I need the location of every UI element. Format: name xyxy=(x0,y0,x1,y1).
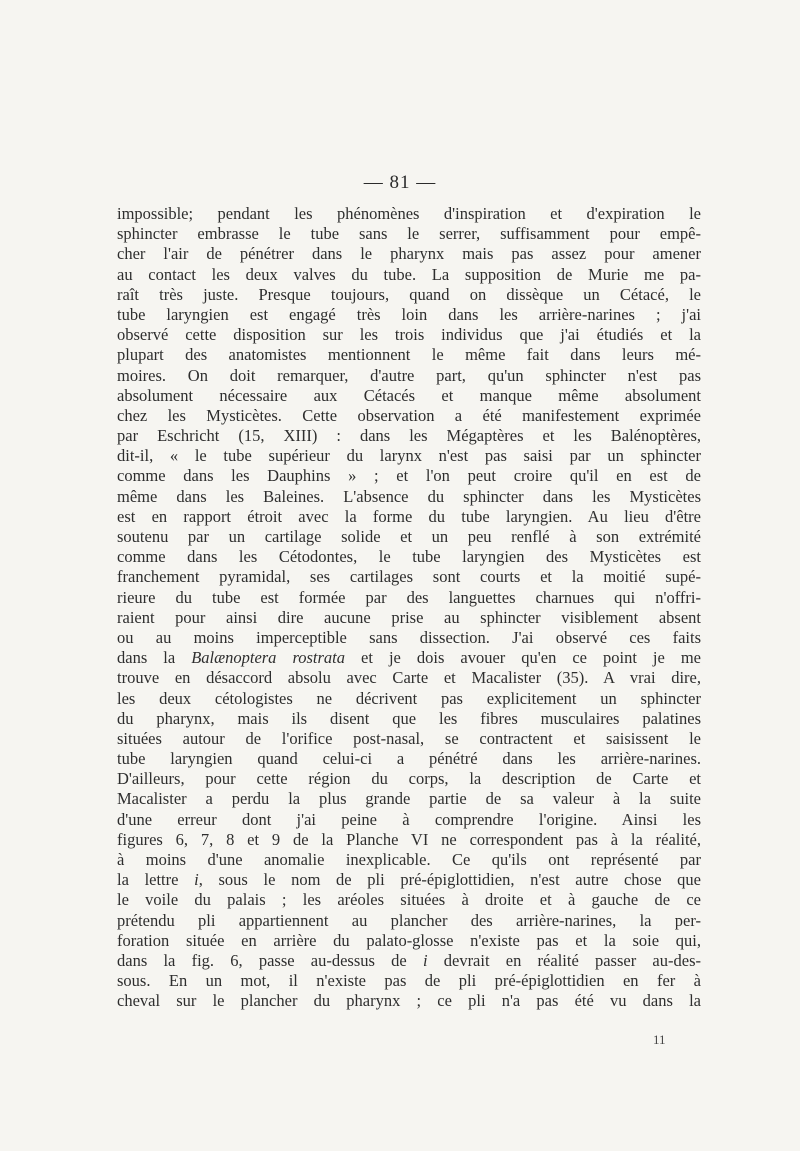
text-line: impossible; pendant les phénomènes d'inspiration et d'expiration le xyxy=(117,204,701,223)
text-line: dans la Balænoptera rostrata et je dois avouer qu'en ce point je me xyxy=(117,648,701,668)
text-line: sphincter embrasse le tube sans le serrer, suffisamment pour empê- xyxy=(117,224,701,244)
text-line: trouve en désaccord absolu avec Carte et Macalister (35). A vrai dire, xyxy=(117,668,701,688)
text-line: par Eschricht (15, XIII) : dans les Mégaptères et les Balénoptères, xyxy=(117,426,701,446)
text-line: du pharynx, mais ils disent que les fibres musculaires palatines xyxy=(117,708,701,728)
text-line: D'ailleurs, pour cette région du corps, la description de Carte et xyxy=(117,769,701,789)
text-line: situées autour de l'orifice post-nasal, se contractent et saisissent le xyxy=(117,728,701,748)
text-line: Macalister a perdu la plus grande partie de sa valeur à la suite xyxy=(117,789,701,809)
text-line: dans la fig. 6, passe au-dessus de i devrait en réalité passer au-des- xyxy=(117,950,701,970)
text-line: les deux cétologistes ne décrivent pas explicitement un sphincter xyxy=(117,688,701,708)
body-text xyxy=(117,204,701,1012)
text-line: rieure du tube est formée par des languettes charnues qui n'offri- xyxy=(117,587,701,607)
text-line: raît très juste. Presque toujours, quand on dissèque un Cétacé, le xyxy=(117,284,701,304)
text-line: à moins d'une anomalie inexplicable. Ce qu'ils ont représenté par xyxy=(117,850,701,869)
text-line: franchement pyramidal, ses cartilages sont courts et la moitié supé- xyxy=(117,567,701,587)
text-line: prétendu pli appartiennent au plancher des arrière-narines, la per- xyxy=(117,910,701,930)
text-line: comme dans les Cétodontes, le tube laryngien des Mysticètes est xyxy=(117,547,701,567)
text-line: ou au moins imperceptible sans dissection. J'ai observé ces faits xyxy=(117,627,701,647)
text-line: tube laryngien quand celui-ci a pénétré dans les arrière-narines. xyxy=(117,749,701,769)
text-line: plupart des anatomistes mentionnent le même fait dans leurs mé- xyxy=(117,345,701,365)
text-line: raient pour ainsi dire aucune prise au sphincter visiblement absent xyxy=(117,607,701,627)
text-line: le voile du palais ; les aréoles situées à droite et à gauche de ce xyxy=(117,890,701,910)
text-line: tube laryngien est engagé très loin dans les arrière-narines ; j'ai xyxy=(117,304,701,324)
text-line: foration située en arrière du palato-glosse n'existe pas et la soie qui, xyxy=(117,930,701,950)
signature-mark: 11 xyxy=(653,1032,666,1047)
text-line: sous. En un mot, il n'existe pas de pli pré-épiglottidien en fer à xyxy=(117,971,701,991)
text-line: chez les Mysticètes. Cette observation a été manifestement exprimée xyxy=(117,405,701,425)
text-line: dit-il, « le tube supérieur du larynx n'est pas saisi par un sphincter xyxy=(117,446,701,466)
text-line: même dans les Baleines. L'absence du sphincter dans les Mysticètes xyxy=(117,486,701,506)
text-line: cheval sur le plancher du pharynx ; ce pli n'a pas été vu dans la xyxy=(117,991,701,1011)
italic-term: i xyxy=(422,950,428,970)
text-line: est en rapport étroit avec la forme du tube laryngien. Au lieu d'être xyxy=(117,506,701,526)
text-line: observé cette disposition sur les trois individus que j'ai étudiés et la xyxy=(117,325,701,345)
text-line: la lettre i, sous le nom de pli pré-épiglottidien, n'est autre chose que xyxy=(117,870,701,890)
text-line: d'une erreur dont j'ai peine à comprendre l'origine. Ainsi les xyxy=(117,809,701,829)
italic-term: Balænoptera rostrata xyxy=(191,648,346,668)
italic-term: i xyxy=(194,870,199,890)
text-line: moires. On doit remarquer, d'autre part, qu'un sphincter n'est pas xyxy=(117,365,701,385)
text-line: au contact les deux valves du tube. La supposition de Murie me pa- xyxy=(117,264,701,284)
text-line: figures 6, 7, 8 et 9 de la Planche VI ne correspondent pas à la réalité, xyxy=(117,829,701,849)
text-line: comme dans les Dauphins » ; et l'on peut croire qu'il en est de xyxy=(117,466,701,486)
page-number: — 81 — xyxy=(363,172,437,193)
text-line: absolument nécessaire aux Cétacés et manque même absolument xyxy=(117,385,701,405)
text-line: soutenu par un cartilage solide et un peu renflé à son extrémité xyxy=(117,527,701,546)
text-line: cher l'air de pénétrer dans le pharynx mais pas assez pour amener xyxy=(117,244,701,264)
